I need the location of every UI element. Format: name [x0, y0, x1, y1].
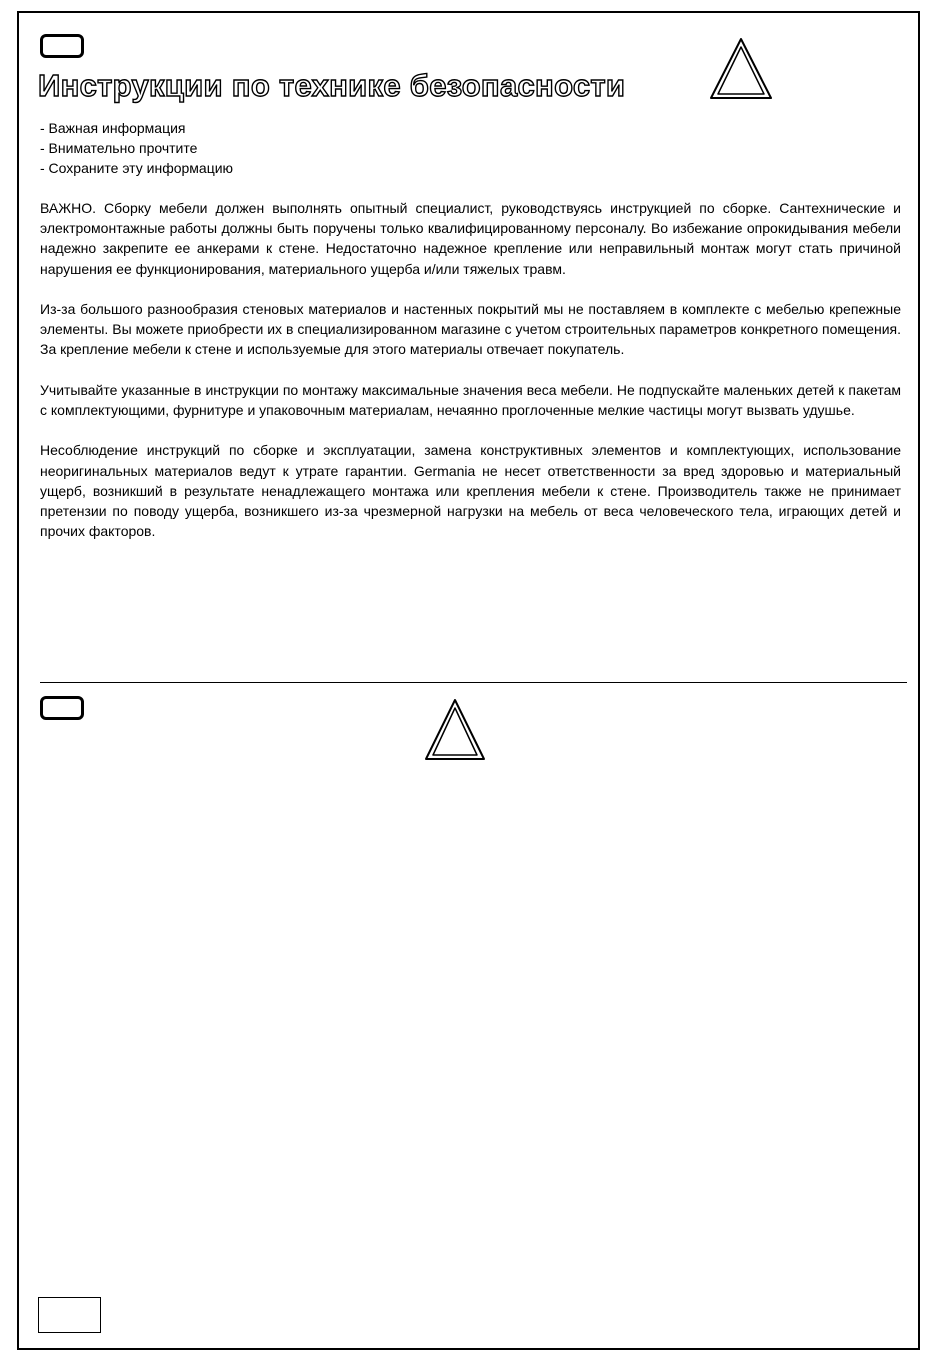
- list-item: - Внимательно прочтите: [40, 140, 198, 156]
- paragraph-important: ВАЖНО. Сборку мебели должен выполнять опытный специалист, руководствуясь инструкцией по сборке. Сантехнические и электромонтажные работы должны быть поручены только квалифицированному персоналу. Во избежание опрокидывания мебели надежно закрепите ее анкерами к стене. Недостаточно надежное крепление или неправильный монтаж могут стать причиной нарушения ее функционирования, материального ущерба и/или тяжелых травм.: [40, 200, 901, 277]
- page-title: Инструкции по технике безопасности: [38, 68, 626, 103]
- list-item: - Важная информация: [40, 120, 186, 136]
- language-badge: [40, 696, 84, 720]
- paragraph-fasteners: Из-за большого разнообразия стеновых материалов и настенных покрытий мы не поставляем в комплекте с мебелью крепежные элементы. Вы можете приобрести их в специализированном магазине с учетом строительных параметров конкретного помещения. За крепление мебели к стене и используемые для этого материалы отвечает покупатель.: [40, 301, 901, 358]
- paragraph-weight-children: Учитывайте указанные в инструкции по монтажу максимальные значения веса мебели. Не подпускайте маленьких детей к пакетам с комплектующими, фурнитуре и упаковочным материалам, нечаянно проглоченные мелкие частицы могут вызвать удушье.: [40, 381, 901, 418]
- warning-triangle-icon: [423, 697, 487, 763]
- important-notes-list: [40, 118, 233, 178]
- paragraph-warranty: Несоблюдение инструкций по сборке и эксплуатации, замена конструктивных элементов и комплектующих, использование неоригинальных материалов ведут к утрате гарантии. Germania не несет ответственности за вред здоровью и материальный ущерб, возникший в результате ненадлежащего монтажа или крепления мебели к стене. Производитель также не принимает претензии по поводу ущерба, возникшего из-за чрезмерной нагрузки на мебель от веса человеческого тела, играющих детей и прочих факторов.: [40, 442, 901, 540]
- language-badge: [40, 34, 84, 58]
- list-item: - Сохраните эту информацию: [40, 160, 234, 176]
- section-divider: [40, 682, 907, 683]
- warning-triangle-icon: [708, 36, 774, 102]
- page-number-box: [38, 1297, 101, 1333]
- safety-text: [40, 198, 901, 562]
